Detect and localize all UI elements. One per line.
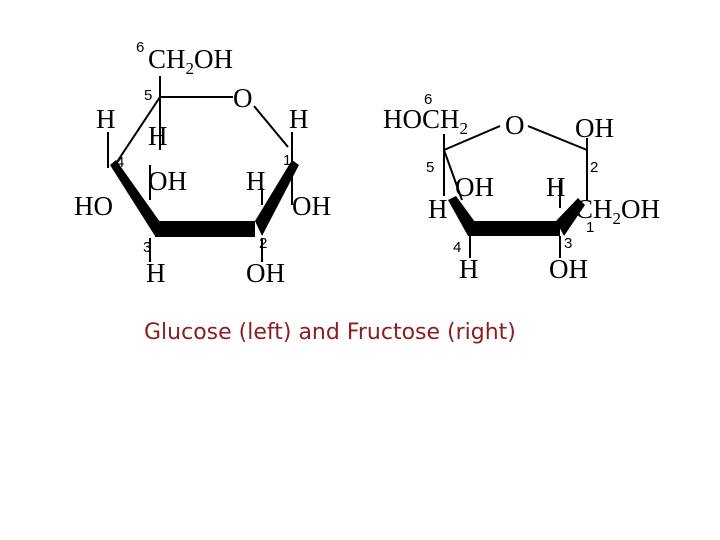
c1-top-hydrogen: H bbox=[289, 104, 309, 134]
c2-top-hydroxyl: OH bbox=[575, 113, 614, 143]
c4-hydrogen: H bbox=[459, 254, 479, 284]
carbon-4-number: 4 bbox=[453, 239, 462, 256]
c2-hydrogen: H bbox=[246, 166, 266, 196]
glucose-structure bbox=[74, 39, 331, 288]
fructose-structure bbox=[383, 91, 660, 284]
c4-ho-group: HO bbox=[74, 191, 113, 221]
figure-caption: Glucose (left) and Fructose (right) bbox=[144, 320, 516, 345]
carbon-1-number: 1 bbox=[586, 219, 595, 236]
c5-hydrogen: H bbox=[148, 121, 168, 151]
carbon-2-number: 2 bbox=[259, 235, 268, 252]
wedge-c4-c3 bbox=[468, 221, 560, 236]
carbon-6-number: 6 bbox=[136, 39, 145, 56]
ch2oh-group: $CH_2OH$ bbox=[148, 44, 234, 78]
hoch2-group: $HOCH_2$ bbox=[383, 104, 469, 138]
c3-hydrogen: H bbox=[146, 258, 166, 288]
carbon-6-number: 6 bbox=[424, 91, 433, 108]
c4-hydroxyl: OH bbox=[148, 166, 187, 196]
carbon-5-number: 5 bbox=[144, 87, 153, 104]
carbon-1-number: 1 bbox=[283, 152, 292, 169]
c1-hydroxyl: OH bbox=[292, 191, 331, 221]
c3-hydroxyl: OH bbox=[549, 254, 588, 284]
carbon-2-number: 2 bbox=[590, 159, 599, 176]
carbon-3-number: 3 bbox=[143, 239, 152, 256]
glucose-ring-oxygen: O bbox=[233, 83, 253, 113]
bond-o-c1 bbox=[254, 106, 288, 147]
c5-hydroxyl: OH bbox=[455, 172, 494, 202]
carbon-4-number: 4 bbox=[116, 154, 125, 171]
c2-hydroxyl: OH bbox=[246, 258, 285, 288]
c5-hydrogen: H bbox=[428, 194, 448, 224]
fructose-ring-oxygen: O bbox=[505, 110, 525, 140]
carbon-3-number: 3 bbox=[564, 235, 573, 252]
c4-top-hydrogen: H bbox=[96, 104, 116, 134]
c3-hydrogen: H bbox=[546, 172, 566, 202]
wedge-c3-c2 bbox=[155, 221, 255, 237]
carbon-5-number: 5 bbox=[426, 159, 435, 176]
ch2oh-group: $CH_2OH$ bbox=[575, 194, 661, 228]
